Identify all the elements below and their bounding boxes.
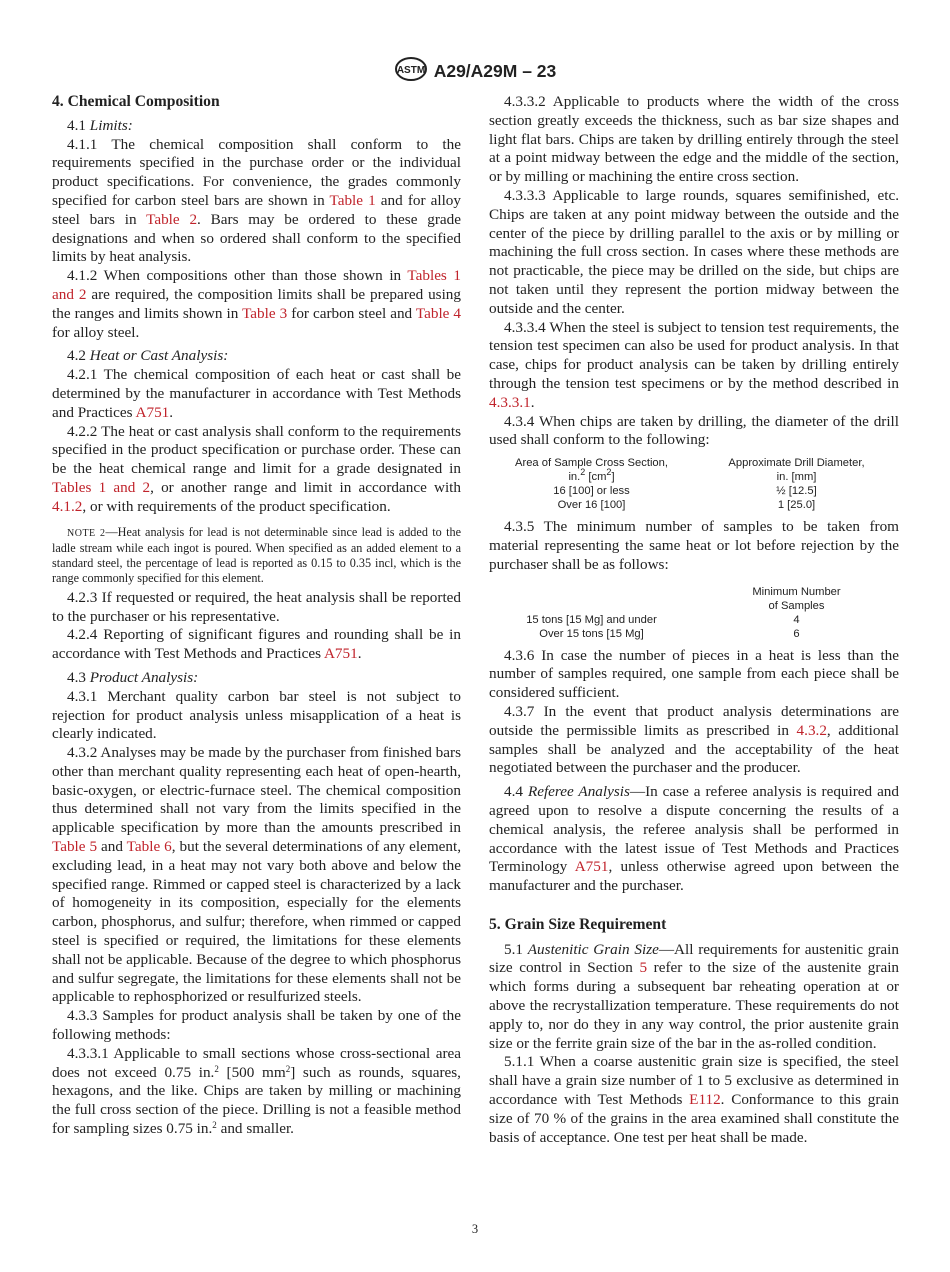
table-cell: 16 [100] or less <box>553 485 630 498</box>
logo-text: ASTM <box>396 65 425 76</box>
link-4-3-2[interactable]: 4.3.2 <box>796 721 827 739</box>
para-4-3-3-4: 4.3.3.4 When the steel is subject to tension test requirements, the tension test specimen can also be used for product analysis. In that case, chips for product analysis can be taken by drilling entirely through the tension test specimens or by the method described in 4.3.3.1. <box>489 318 899 411</box>
link-table-2[interactable]: Table 2 <box>146 210 198 228</box>
link-a751[interactable]: A751 <box>323 645 358 663</box>
para-4-3-2: 4.3.2 Analyses may be made by the purchaser from finished bars other than merchant quality representing each heat of open-hearth, basic-oxygen, or electric-furnace steel. The chemical composition thus determined shall not vary from the limits specified in the applicable specification by more than the amounts prescribed in Table 5 and Table 6, but the several determinations of any element, excluding lead, in a heat may not vary both above and below the specified range. Rimmed or capped steel is characterized by a lack of homogeneity in its composition, especially for the elements carbon, phosphorus, and sulfur; therefore, when rimmed or capped steel is specified or required, the limitations for these elements shall not be applicable. Because of the degree to which phosphorus and sulfur segregate, the limitations for these elements shall not be applicable to rephosphorized or resulfurized steels. <box>52 744 461 1006</box>
table-header-row <box>489 585 899 613</box>
table-header-cell: Approximate Drill Diameter, in. [mm] <box>728 457 865 484</box>
para-4-1-1: 4.1.1 The chemical composition shall conform to the requirements specified in the purchase order or the individual product specifications. For convenience, the grades commonly specified for carbon steel bars are shown in Table 1 and for alloy steel bars in Table 2. Bars may be ordered to these grade designations and when so ordered shall conform to the specified limits by heat analysis. <box>52 135 461 266</box>
para-4-3-6: 4.3.6 In case the number of pieces in a heat is less than the number of samples required, one sample from each piece shall be considered sufficient. <box>489 646 899 702</box>
table-cell: 1 [25.0] <box>777 499 816 512</box>
para-4-2-3: 4.2.3 If requested or required, the heat analysis shall be reported to the purchaser or his representative. <box>52 588 461 625</box>
para-4-3-4: 4.3.4 When chips are taken by drilling, the diameter of the drill used shall conform to the following: <box>489 412 899 449</box>
link-tables-1-and-2[interactable]: Tables 1 and 2 <box>52 478 151 496</box>
para-4-2-4: 4.2.4 Reporting of significant figures and rounding shall be in accordance with Test Methods and Practices A751. <box>52 626 461 663</box>
link-a751[interactable]: A751 <box>574 858 609 876</box>
table-header-cell <box>489 585 694 613</box>
left-column <box>52 93 461 1139</box>
min-samples-table <box>489 585 899 641</box>
para-4-3-5: 4.3.5 The minimum number of samples to be taken from material representing the same heat or lot before rejection by the purchaser shall be as follows: <box>489 518 899 573</box>
astm-logo-icon <box>394 56 428 87</box>
link-table-5[interactable]: Table 5 <box>52 838 98 856</box>
table-cell: Over 16 [100] <box>557 499 626 512</box>
para-4-1-2: 4.1.2 When compositions other than those shown in Tables 1 and 2 are required, the composition limits shall be prepared using the ranges and limits shown in Table 3 for carbon steel and Table 4 for alloy steel. <box>52 267 462 341</box>
right-column <box>489 93 899 1147</box>
table-cell: 15 tons [15 Mg] and under <box>526 613 657 626</box>
link-tables-1-and-2[interactable]: Tables 1 and 2 <box>52 267 461 303</box>
para-5-1: 5.1 Austenitic Grain Size—All requirements for austenitic grain size control in Section 5 refer to the size of the austenite grain which forms during a subsequent bar reheating operation at or above the recrystallization temperature. These requirements do not apply to, nor do they in any way control, the prior austenite grain size or the ferrite grain size of the bar in the as-rolled condition. <box>489 940 900 1052</box>
para-4-3-3: 4.3.3 Samples for product analysis shall be taken by one of the following methods: <box>52 1007 461 1044</box>
para-4-3-3-1: 4.3.3.1 Applicable to small sections whose cross-sectional area does not exceed 0.75 in.$^2$ [500 $mm^2$] such as rounds, squares, hexagons, and the like. Chips are taken by milling or machining the full cross section of the piece. Drilling is not a feasible method for sampling sizes 0.75 in.$^2$ and smaller. <box>52 1044 461 1138</box>
link-table-6[interactable]: Table 6 <box>126 838 172 856</box>
link-table-1[interactable]: Table 1 <box>329 191 376 209</box>
table-row <box>489 613 899 627</box>
para-5-1-1: 5.1.1 When a coarse austenitic grain size is specified, the steel shall have a grain size number of 1 to 5 exclusive as determined in accordance with Test Methods E112. Conformance to this grain size of 70 % of the grains in the area examined shall constitute the basis of acceptance. One test per heat shall be made. <box>489 1053 899 1146</box>
table-row <box>489 627 899 641</box>
note-2: NOTE 2—Heat analysis for lead is not determinable since lead is added to the ladle stream while each ingot is poured. When specified as an added element to a standard steel, the percentage of lead is reported as 0.15 to 0.35 incl, which is the range commonly specified for this element. <box>52 524 461 586</box>
page-number: 3 <box>471 1222 479 1236</box>
para-4-3-3-2: 4.3.3.2 Applicable to products where the width of the cross section greatly exceeds the thickness, such as bar size shapes and light flat bars. Chips are taken by drilling entirely through the steel at a point midway between the edge and the middle of the section, or by milling or machining the entire cross section. <box>489 93 899 186</box>
para-4-1: 4.1 Limits: <box>67 116 133 134</box>
para-4-3-3-3: 4.3.3.3 Applicable to large rounds, squares semifinished, etc. Chips are taken at any point midway between the outside and the center of the piece by drilling parallel to the axis or by milling or machining the full cross section. In cases where these methods are not practicable, the piece may be drilled on the side, but chips are not taken until they represent the portion midway between the outside and the center. <box>489 186 899 317</box>
table-row <box>489 498 899 512</box>
link-table-4[interactable]: Table 4 <box>415 304 462 322</box>
para-4-3-7: 4.3.7 In the event that product analysis determinations are outside the permissible limits as prescribed in 4.3.2, additional samples shall be analyzed and the acceptability of the heat negotiated between the purchaser and the producer. <box>489 702 899 777</box>
table-row <box>489 484 899 498</box>
link-section-5[interactable]: 5 <box>639 959 648 977</box>
section-4-heading: 4. Chemical Composition <box>52 93 220 110</box>
para-4-4: 4.4 Referee Analysis—In case a referee analysis is required and agreed upon to resolve a dispute concerning the results of a chemical analysis, the referee analysis shall be performed in accordance with the latest issue of Test Methods and Practices Terminology A751, unless otherwise agreed upon between the manufacturer and the purchaser. <box>489 783 899 895</box>
section-5-heading: 5. Grain Size Requirement <box>489 915 667 933</box>
table-header-cell: Area of Sample Cross Section, in.$^2$ $[cm^2]$ <box>515 457 668 484</box>
link-a751[interactable]: A751 <box>135 403 170 421</box>
standard-designation: A29/A29M – 23 <box>433 61 557 81</box>
para-4-3-1: 4.3.1 Merchant quality carbon bar steel is not subject to rejection for product analysis unless misapplication of a heat is clearly indicated. <box>52 687 461 743</box>
page-header <box>0 56 950 87</box>
table-cell: 6 <box>793 627 800 640</box>
para-4-3: 4.3 Product Analysis: <box>67 668 199 686</box>
drill-diameter-table <box>489 456 899 512</box>
link-table-3[interactable]: Table 3 <box>242 304 288 322</box>
para-4-2-1: 4.2.1 The chemical composition of each heat or cast shall be determined by the manufacturer in accordance with Test Methods and Practices A751. <box>52 366 461 421</box>
para-4-2: 4.2 Heat or Cast Analysis: <box>67 347 229 365</box>
table-cell: Over 15 tons [15 Mg] <box>539 627 644 640</box>
table-header-row <box>489 456 899 484</box>
link-e112[interactable]: E112 <box>689 1091 721 1109</box>
table-cell: 4 <box>793 613 800 626</box>
para-4-2-2: 4.2.2 The heat or cast analysis shall conform to the requirements specified in the product specification or purchase order. These can be the heat chemical range and limit for a grade designated in Tables 1 and 2, or another range and limit in accordance with 4.1.2, or with requirements of the product specification. <box>52 422 461 515</box>
table-cell: ½ [12.5] <box>776 485 817 498</box>
link-4-3-3-1[interactable]: 4.3.3.1 <box>489 393 531 411</box>
table-header-cell: Minimum Number of Samples <box>752 585 841 612</box>
link-4-1-2[interactable]: 4.1.2 <box>52 497 83 515</box>
